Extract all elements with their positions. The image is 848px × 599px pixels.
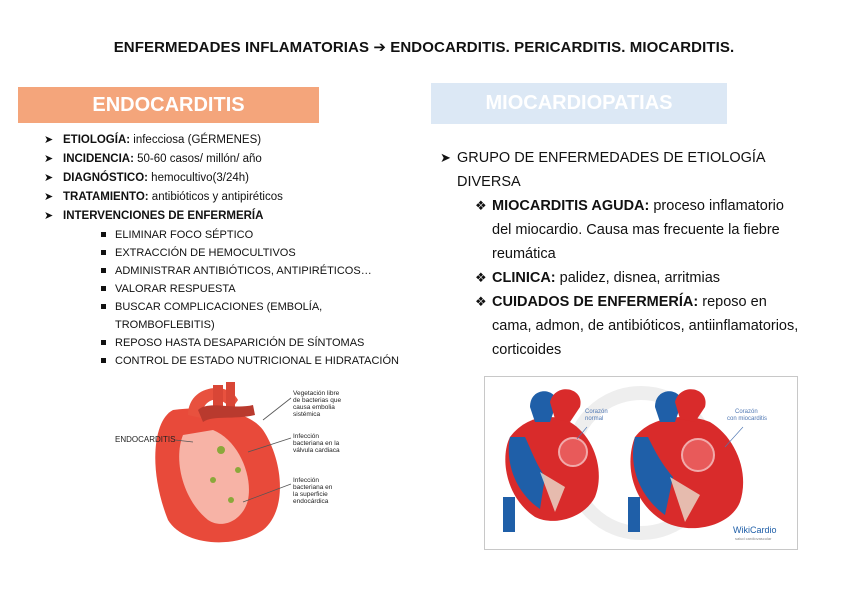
list-item <box>44 188 424 207</box>
list-item <box>101 244 424 262</box>
item-text: proceso inflamatorio del miocardio. Causa mas frecuente la fiebre reumática <box>492 198 784 262</box>
endocarditis-heart-illustration <box>113 380 368 550</box>
sub-item-text: VALORAR RESPUESTA <box>115 283 236 295</box>
item-label: DIAGNÓSTICO: <box>63 172 148 184</box>
square-bullet-icon <box>101 268 106 273</box>
miocardiopatias-section <box>440 146 800 362</box>
myocarditis-figure <box>484 376 798 550</box>
item-text: 50-60 casos/ millón/ año <box>133 153 262 165</box>
list-item <box>44 169 424 188</box>
item-label: INTERVENCIONES DE ENFERMERÍA <box>63 210 264 222</box>
square-bullet-icon <box>101 358 106 363</box>
list-item <box>475 266 800 290</box>
sub-item-text: BUSCAR COMPLICACIONES (EMBOLÍA, TROMBOFLEBITIS) <box>115 301 323 331</box>
item-label: MIOCARDITIS AGUDA: <box>492 198 650 214</box>
item-text: hemocultivo(3/24h) <box>147 172 249 184</box>
list-item <box>440 146 800 170</box>
list-item <box>101 280 424 298</box>
list-item <box>101 298 351 334</box>
item-text: infecciosa (GÉRMENES) <box>130 134 262 146</box>
list-item <box>44 207 424 226</box>
myocarditis-comparison-illustration <box>485 377 797 549</box>
list-item <box>101 334 424 352</box>
endocarditis-figure <box>113 380 368 550</box>
brand-tagline: salud cardiovascular <box>735 536 772 541</box>
callout-3: Infección bacteriana en la superficie endocárdica <box>293 477 333 505</box>
sub-item-text: REPOSO HASTA DESAPARICIÓN DE SÍNTOMAS <box>115 337 365 349</box>
myocarditis-heart-label: Corazón con miocarditis <box>727 409 768 422</box>
miocardiopatias-header: MIOCARDIOPATIAS <box>431 83 727 124</box>
normal-heart-label: Corazón normal <box>585 409 608 422</box>
callout-1: Vegetación libre de bacterias que causa embolia sistémica <box>293 390 342 418</box>
item-label: TRATAMIENTO: <box>63 191 149 203</box>
item-text: reposo en cama, admon, de antibióticos, antiinflamatorios, corticoides <box>492 294 799 358</box>
sub-item-text: ADMINISTRAR ANTIBIÓTICOS, ANTIPIRÉTICOS… <box>115 265 372 277</box>
myocarditis-heart-icon <box>628 389 743 532</box>
square-bullet-icon <box>101 286 106 291</box>
nursing-interventions-list <box>101 226 424 370</box>
square-bullet-icon <box>101 340 106 345</box>
list-item <box>475 194 800 266</box>
figure-label: ENDOCARDITIS <box>115 435 176 444</box>
item-text: antibióticos y antipiréticos <box>148 191 283 203</box>
sub-item-text: CONTROL DE ESTADO NUTRICIONAL E HIDRATACIÓN <box>115 355 399 367</box>
group-text-cont: DIVERSA <box>457 174 521 190</box>
arrow-bullet-icon: ➤ <box>44 134 54 146</box>
diamond-bullet-icon: ❖ <box>475 198 487 213</box>
endocarditis-header: ENDOCARDITIS <box>18 87 319 123</box>
diamond-bullet-icon: ❖ <box>475 294 487 309</box>
sub-item-text: EXTRACCIÓN DE HEMOCULTIVOS <box>115 247 296 259</box>
item-label: CUIDADOS DE ENFERMERÍA: <box>492 294 699 310</box>
square-bullet-icon <box>101 250 106 255</box>
item-label: CLINICA: <box>492 270 556 286</box>
item-text: palidez, disnea, arritmias <box>555 270 721 286</box>
list-item <box>101 226 424 244</box>
endocarditis-list <box>44 131 424 370</box>
group-text: GRUPO DE ENFERMEDADES DE ETIOLOGÍA <box>457 150 766 166</box>
callout-2: Infección bacteriana en la válvula cardiaca <box>293 433 340 454</box>
list-item <box>475 290 800 362</box>
page-title: ENFERMEDADES INFLAMATORIAS ➔ ENDOCARDITIS. PERICARDITIS. MIOCARDITIS. <box>113 39 735 56</box>
square-bullet-icon <box>101 304 106 309</box>
item-label: INCIDENCIA: <box>63 153 134 165</box>
arrow-bullet-icon: ➤ <box>44 172 54 184</box>
list-item <box>101 352 424 370</box>
square-bullet-icon <box>101 232 106 237</box>
list-item <box>101 262 424 280</box>
arrow-bullet-icon: ➤ <box>44 153 54 165</box>
item-label: ETIOLOGÍA: <box>63 134 131 146</box>
brand-logo: WikiCardio <box>733 525 777 535</box>
list-item <box>44 131 424 150</box>
arrow-bullet-icon: ➤ <box>440 150 451 165</box>
list-item <box>44 150 424 169</box>
diamond-bullet-icon: ❖ <box>475 270 487 285</box>
arrow-bullet-icon: ➤ <box>44 191 54 203</box>
sub-item-text: ELIMINAR FOCO SÉPTICO <box>115 229 254 241</box>
arrow-bullet-icon: ➤ <box>44 210 54 222</box>
